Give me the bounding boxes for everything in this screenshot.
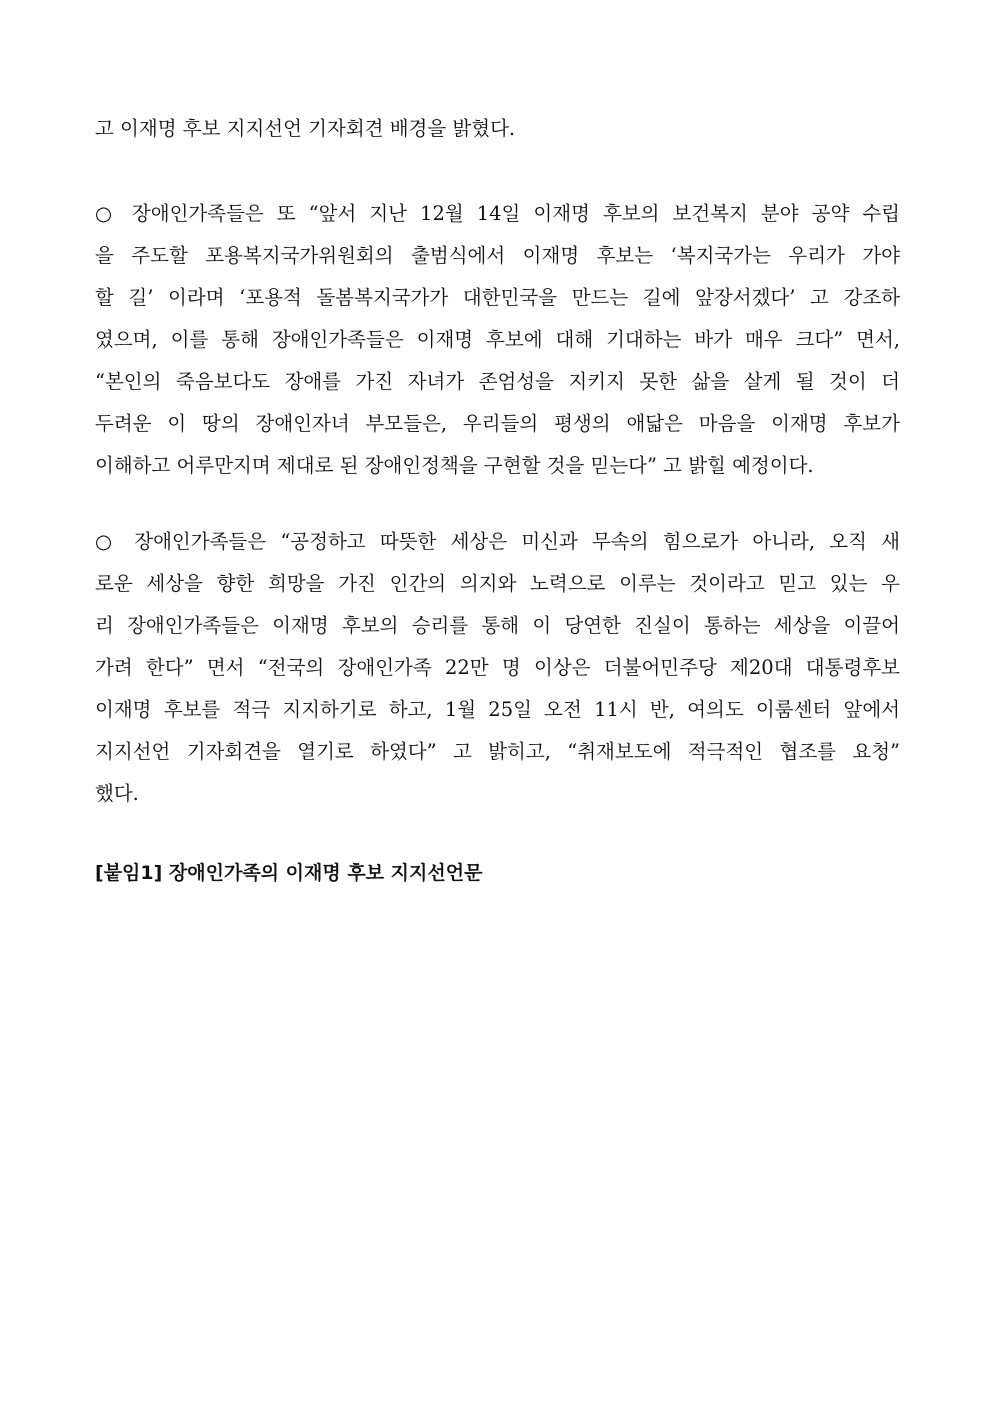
- paragraph-1-line: ○ 장애인가족들은 또 “앞서 지난 12월 14일 이재명 후보의 보건복지 분야 공약 수립: [95, 202, 900, 225]
- intro-line: 고 이재명 후보 지지선언 기자회견 배경을 밝혔다.: [95, 117, 516, 140]
- paragraph-2-line: ○ 장애인가족들은 “공정하고 따뜻한 세상은 미신과 무속의 힘으로가 아니라, 오직 새: [95, 530, 900, 553]
- paragraph-2-line: 지지선언 기자회견을 열기로 하였다” 고 밝히고, “취재보도에 적극적인 협조를 요청”: [95, 740, 900, 763]
- paragraph-1-line: 할 길’ 이라며 ‘포용적 돌봄복지국가가 대한민국을 만드는 길에 앞장서겠다’ 고 강조하: [95, 286, 900, 309]
- attachment-label: [붙임1] 장애인가족의 이재명 후보 지지선언문: [95, 862, 483, 884]
- paragraph-1-line: “본인의 죽음보다도 장애를 가진 자녀가 존엄성을 지키지 못한 삶을 살게 될 것이 더: [95, 370, 900, 393]
- paragraph-2-line: 가려 한다” 면서 “전국의 장애인가족 22만 명 이상은 더불어민주당 제20대 대통령후보: [95, 656, 900, 679]
- paragraph-2-line: 이재명 후보를 적극 지지하기로 하고, 1월 25일 오전 11시 반, 여의도 이룸센터 앞에서: [95, 698, 900, 721]
- paragraph-2-line: 했다.: [95, 782, 139, 805]
- paragraph-1: [95, 193, 900, 487]
- paragraph-1-line: 을 주도할 포용복지국가위원회의 출범식에서 이재명 후보는 ‘복지국가는 우리가 가야: [95, 244, 900, 267]
- attachment-heading: [95, 852, 900, 894]
- paragraph-2-line: 리 장애인가족들은 이재명 후보의 승리를 통해 이 당연한 진실이 통하는 세상을 이끌어: [95, 614, 900, 637]
- paragraph-1-line: 이해하고 어루만지며 제대로 된 장애인정책을 구현할 것을 믿는다” 고 밝힐 예정이다.: [95, 454, 814, 477]
- paragraph-2: [95, 521, 900, 815]
- paragraph-2-line: 로운 세상을 향한 희망을 가진 인간의 의지와 노력으로 이루는 것이라고 믿고 있는 우: [95, 572, 900, 595]
- paragraph-1-line: 두려운 이 땅의 장애인자녀 부모들은, 우리들의 평생의 애닯은 마음을 이재명 후보가: [95, 412, 900, 435]
- intro-text: [95, 108, 900, 150]
- paragraph-1-line: 였으며, 이를 통해 장애인가족들은 이재명 후보에 대해 기대하는 바가 매우 크다” 면서,: [95, 328, 900, 351]
